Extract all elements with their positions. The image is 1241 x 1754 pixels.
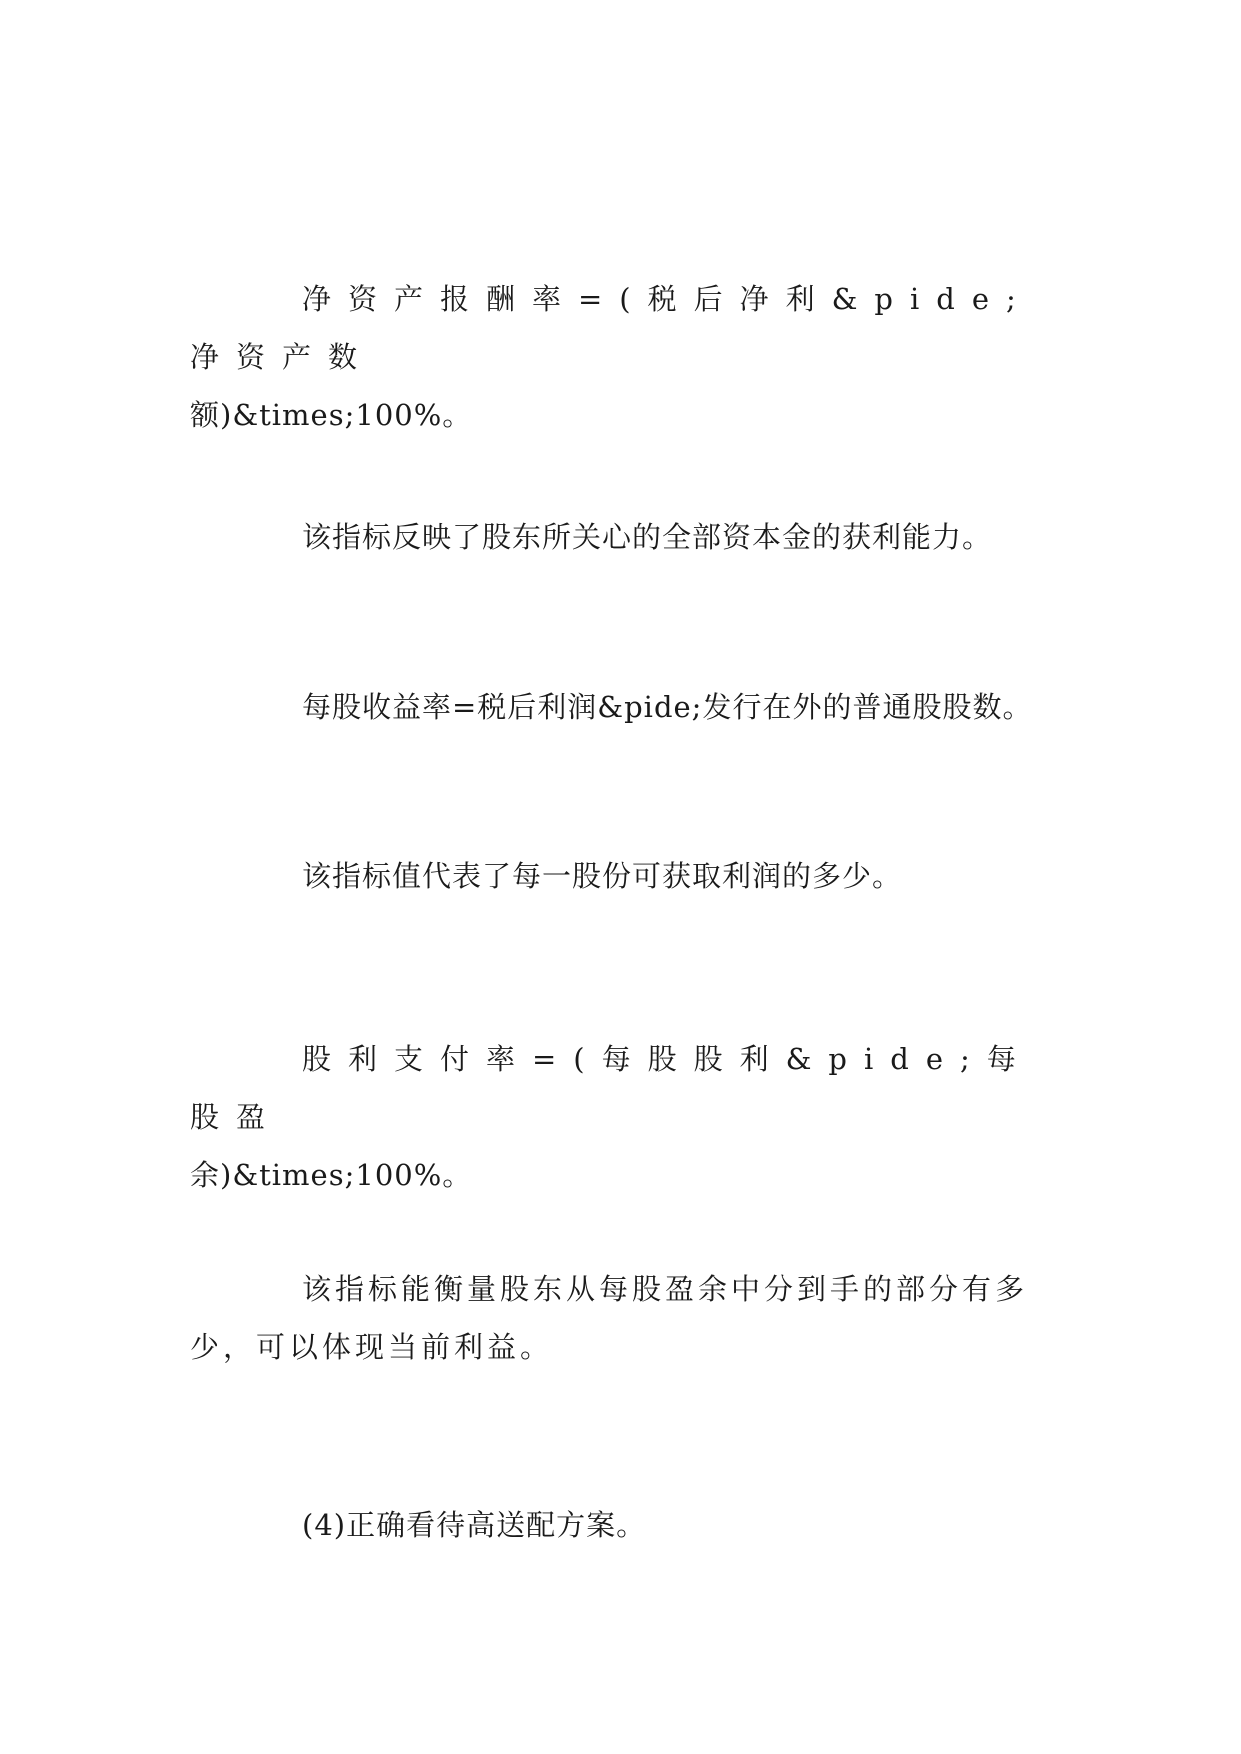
- payout-explanation-line-2: 少，可以体现当前利益。: [190, 1330, 554, 1364]
- paragraph-eps-explanation: 该指标值代表了每一股份可获取利润的多少。: [302, 859, 903, 893]
- paragraph-payout-explanation: [190, 1260, 1055, 1376]
- roe-formula-line-1: 净资产报酬率=(税后净利&pide;净资产数: [190, 282, 1033, 374]
- payout-formula-line-2: 余)&times;100%。: [190, 1158, 473, 1192]
- paragraph-roe-formula: [190, 270, 1055, 444]
- paragraph-section-heading: (4)正确看待高送配方案。: [302, 1508, 647, 1542]
- paragraph-payout-formula: [190, 1030, 1055, 1204]
- roe-formula-line-2: 额)&times;100%。: [190, 398, 473, 432]
- payout-formula-line-1: 股利支付率=(每股股利&pide;每股盈: [190, 1042, 1033, 1134]
- paragraph-roe-explanation: 该指标反映了股东所关心的全部资本金的获利能力。: [302, 520, 993, 554]
- payout-explanation-line-1: 该指标能衡量股东从每股盈余中分到手的部分有多: [302, 1272, 1029, 1306]
- paragraph-eps-formula: 每股收益率=税后利润&pide;发行在外的普通股股数。: [302, 690, 1033, 724]
